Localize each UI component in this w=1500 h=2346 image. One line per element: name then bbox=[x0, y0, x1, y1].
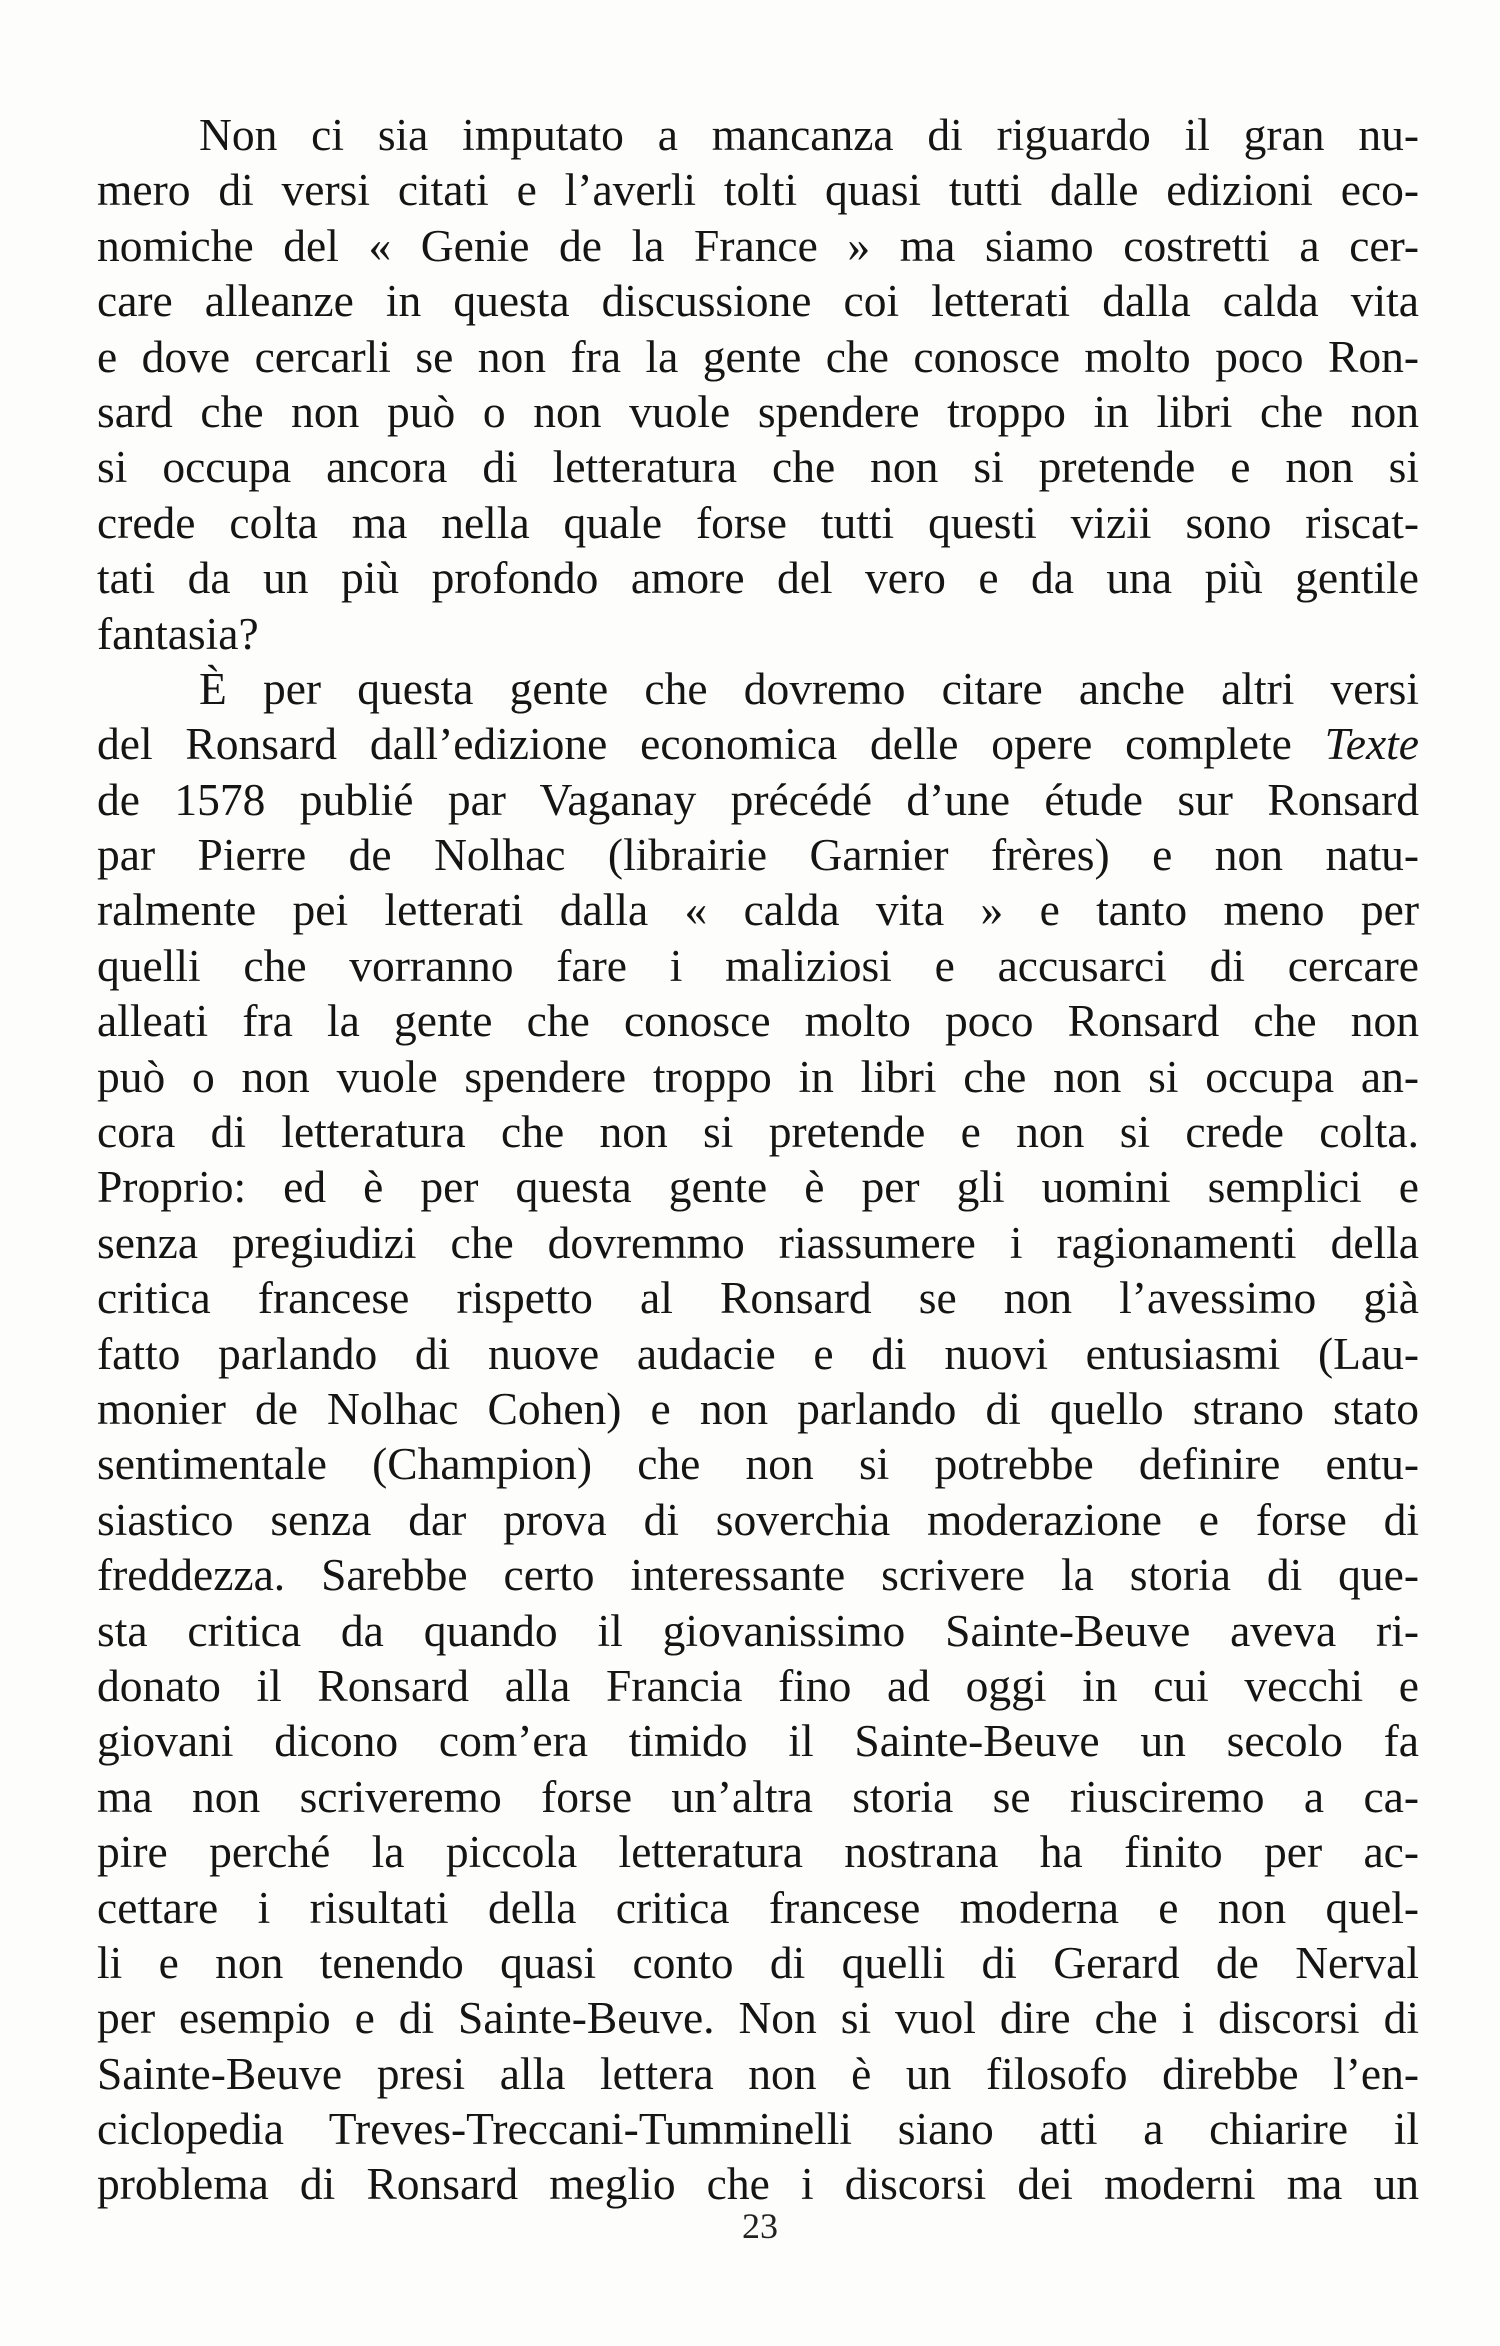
text-line: siastico senza dar prova di soverchia moderazione e forse di bbox=[97, 1493, 1419, 1545]
text-line: può o non vuole spendere troppo in libri che non si occupa an- bbox=[97, 1050, 1419, 1102]
text-line: li e non tenendo quasi conto di quelli di Gerard de Nerval bbox=[97, 1936, 1419, 1988]
text-line: Sainte-Beuve presi alla lettera non è un filosofo direbbe l’en- bbox=[97, 2047, 1419, 2099]
text-line: si occupa ancora di letteratura che non si pretende e non si bbox=[97, 441, 1419, 493]
text-line: mero di versi citati e l’averli tolti quasi tutti dalle edizioni eco- bbox=[97, 164, 1419, 216]
text-line: Non ci sia imputato a mancanza di riguardo il gran nu- bbox=[199, 109, 1419, 160]
text-line: critica francese rispetto al Ronsard se non l’avessimo già bbox=[97, 1272, 1419, 1324]
body-text bbox=[97, 107, 1419, 2212]
text-line: care alleanze in questa discussione coi letterati dalla calda vita bbox=[97, 275, 1419, 327]
text-line: Proprio: ed è per questa gente è per gli uomini semplici e bbox=[97, 1161, 1419, 1213]
text-line bbox=[97, 716, 1419, 771]
text-line: pire perché la piccola letteratura nostrana ha finito per ac- bbox=[97, 1826, 1419, 1878]
text-line: sta critica da quando il giovanissimo Sainte-Beuve aveva ri- bbox=[97, 1604, 1419, 1656]
text-line: cora di letteratura che non si pretende e non si crede colta. bbox=[97, 1106, 1419, 1158]
text-line: quelli che vorranno fare i maliziosi e accusarci di cercare bbox=[97, 939, 1419, 991]
text-line: monier de Nolhac Cohen) e non parlando di quello strano stato bbox=[97, 1382, 1419, 1434]
text-segment: del Ronsard dall’edizione economica delle opere complete bbox=[97, 718, 1325, 770]
text-line: alleati fra la gente che conosce molto poco Ronsard che non bbox=[97, 995, 1419, 1047]
italic-title: Texte bbox=[1324, 718, 1419, 770]
text-line: problema di Ronsard meglio che i discorsi dei moderni ma un bbox=[97, 2158, 1419, 2210]
text-line: nomiche del « Genie de la France » ma siamo costretti a cer- bbox=[97, 219, 1419, 271]
text-line: senza pregiudizi che dovremmo riassumere i ragionamenti della bbox=[97, 1216, 1419, 1268]
text-line: e dove cercarli se non fra la gente che conosce molto poco Ron- bbox=[97, 330, 1419, 382]
text-line: par Pierre de Nolhac (librairie Garnier frères) e non natu- bbox=[97, 829, 1419, 881]
text-line: de 1578 publié par Vaganay précédé d’une étude sur Ronsard bbox=[97, 773, 1419, 825]
text-line: sentimentale (Champion) che non si potrebbe definire entu- bbox=[97, 1438, 1419, 1490]
text-line: freddezza. Sarebbe certo interessante scrivere la storia di que- bbox=[97, 1549, 1419, 1601]
text-line: sard che non può o non vuole spendere troppo in libri che non bbox=[97, 385, 1419, 437]
text-line: giovani dicono com’era timido il Sainte-Beuve un secolo fa bbox=[97, 1715, 1419, 1767]
text-line: crede colta ma nella quale forse tutti questi vizii sono riscat- bbox=[97, 496, 1419, 548]
text-line: È per questa gente che dovremo citare anche altri versi bbox=[199, 662, 1419, 714]
text-line: tati da un più profondo amore del vero e da una più gentile bbox=[97, 552, 1419, 604]
text-line: ralmente pei letterati dalla « calda vita » e tanto meno per bbox=[97, 884, 1419, 936]
text-line: ma non scriveremo forse un’altra storia se riusciremo a ca- bbox=[97, 1770, 1419, 1822]
text-line: fatto parlando di nuove audacie e di nuovi entusiasmi (Lau- bbox=[97, 1327, 1419, 1379]
text-line: cettare i risultati della critica francese moderna e non quel- bbox=[97, 1881, 1419, 1933]
text-line: ciclopedia Treves-Treccani-Tumminelli siano atti a chiarire il bbox=[97, 2103, 1419, 2155]
text-line: donato il Ronsard alla Francia fino ad oggi in cui vecchi e bbox=[97, 1659, 1419, 1711]
page-number: 23 bbox=[742, 2206, 778, 2246]
text-line: per esempio e di Sainte-Beuve. Non si vuol dire che i discorsi di bbox=[97, 1992, 1419, 2044]
text-line: fantasia? bbox=[97, 607, 259, 659]
